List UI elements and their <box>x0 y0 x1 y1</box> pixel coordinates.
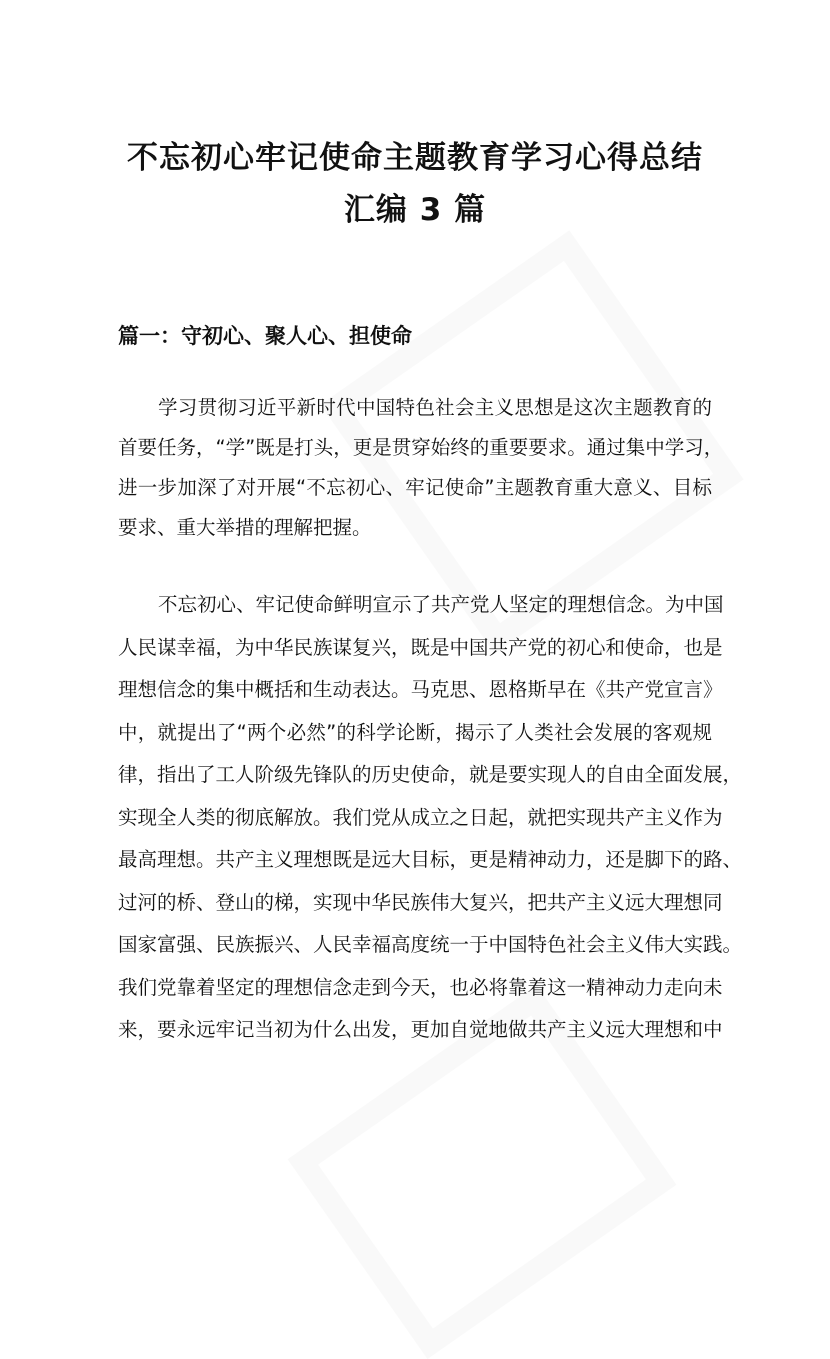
text-line: 理想信念的集中概括和生动表达。马克思、恩格斯早在《共产党宣言》 <box>118 678 723 701</box>
text-line: 首要任务，“学”既是打头，更是贯穿始终的重要要求。通过集中学习， <box>118 436 724 459</box>
text-line: 要求、重大举措的理解把握。 <box>118 516 372 539</box>
text-line: 实现全人类的彻底解放。我们党从成立之日起，就把实现共产主义作为 <box>118 805 723 829</box>
document-title-line-2: 汇编 3 篇 <box>343 192 487 228</box>
text-line: 我们党靠着坚定的理想信念走到今天，也必将靠着这一精神动力走向未 <box>118 975 723 999</box>
text-line: 中，就提出了“两个必然”的科学论断，揭示了人类社会发展的客观规 <box>118 720 712 744</box>
text-line: 学习贯彻习近平新时代中国特色社会主义思想是这次主题教育的 <box>158 396 712 419</box>
text-line: 国家富强、民族振兴、人民幸福高度统一于中国特色社会主义伟大实践。 <box>118 933 743 956</box>
text-line: 最高理想。共产主义理想既是远大目标，更是精神动力，还是脚下的路、 <box>118 848 743 871</box>
paragraph-1 <box>118 388 724 548</box>
text-line: 来，要永远牢记当初为什么出发，更加自觉地做共产主义远大理想和中 <box>118 1018 723 1041</box>
text-line: 过河的桥、登山的梯，实现中华民族伟大复兴，把共产主义远大理想同 <box>118 890 723 914</box>
text-line: 人民谋幸福，为中华民族谋复兴，既是中国共产党的初心和使命，也是 <box>118 635 723 659</box>
paragraph-2 <box>118 584 743 1052</box>
text-line: 律，指出了工人阶级先锋队的历史使命，就是要实现人的自由全面发展， <box>118 763 743 786</box>
section-heading: 篇一：守初心、聚人心、担使命 <box>118 323 412 348</box>
text-line: 不忘初心、牢记使命鲜明宣示了共产党人坚定的理想信念。为中国 <box>158 593 724 616</box>
document-title-line-1: 不忘初心牢记使命主题教育学习心得总结 <box>127 140 703 176</box>
text-line: 进一步加深了对开展“不忘初心、牢记使命”主题教育重大意义、目标 <box>118 476 712 499</box>
